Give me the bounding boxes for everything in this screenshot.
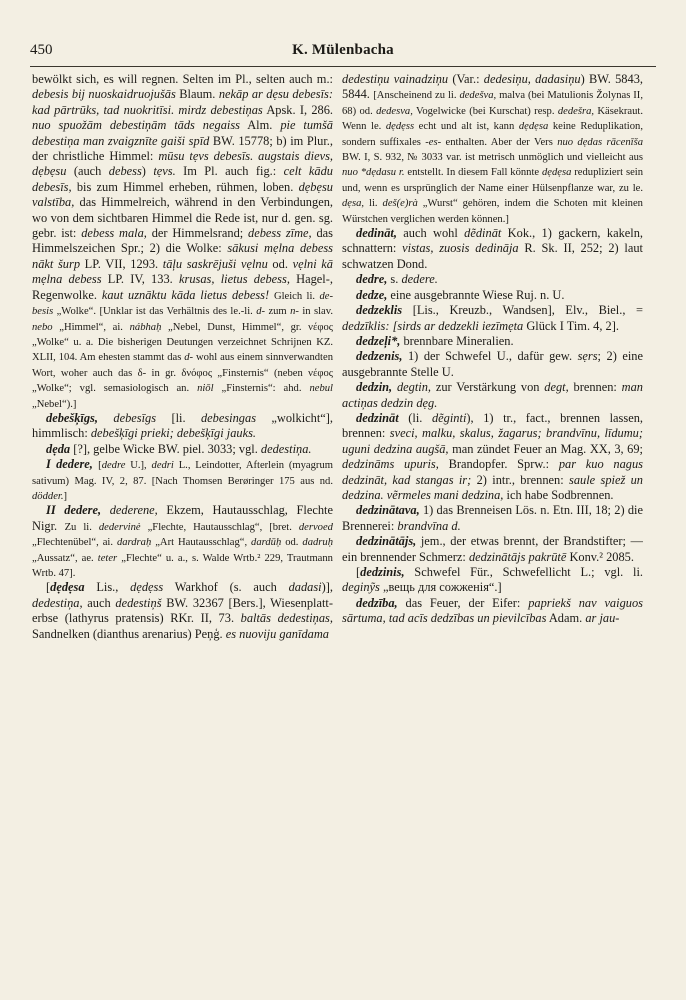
dictionary-entry: [dedzinis, Schwefel Für., Schwefellicht L.; vgl. li. deginỹs „вещь для сожженія“.]: [342, 565, 643, 595]
dictionary-entry: debešķīgs, debesīgs [li. debesingas „wolkicht“], himmlisch: debešķīgi prieki; debešķīgi jauks.: [32, 410, 333, 441]
dictionary-entry: dedzinātava, 1) das Brenneisen Lös. n. Etn. III, 18; 2) die Brennerei: brandvīna d.: [342, 503, 643, 533]
left-column: [32, 72, 333, 984]
dictionary-entry: I dedere, [dedre U.], dedri L., Leindotter, Afterlein (myagrum sativum) Mag. IV, 2, 87. [Nach Thomsen Berøringer 175 aus nd. dödder.]: [32, 457, 333, 502]
page-number: 450: [30, 42, 53, 58]
dictionary-entry: dedzeļi*, brennbare Mineralien.: [356, 333, 514, 348]
dictionary-entry: dedre, s. dedere.: [356, 272, 438, 287]
dictionary-entry: dedze, eine ausgebrannte Wiese Ruj. n. U.: [356, 287, 565, 302]
dictionary-entry: dedzinātājs, jem., der etwas brennt, der Brandstifter; — ein brennender Schmerz: dedzinātājs pakrūtē Konv.² 2085.: [342, 534, 643, 564]
dictionary-entry: [dẹdẹsa Lis., dẹdẹss Warkhof (s. auch dadasi)], dedestiņa, auch dedestiņš BW. 32367 [Bers.], Wiesenplatterbse (lathyrus pratensis) RKr. II, 73. baltās dedestiņas, Sandnelken (dianthus arenarius) Peņģ. es nuoviju ganīdama: [32, 580, 333, 641]
dictionary-entry: dẹda [?], gelbe Wicke BW. piel. 3033; vgl. dedestiņa.: [46, 441, 312, 456]
entry-continuation: dedestiņu vainadziņu (Var.: dedesiņu, dadasiņu) BW. 5843, 5844. [Anscheinend zu li. dedešva, malva (bei Matulionis Žolynas II, 68) od. dedesva, Vogelwicke (bei Kurschat) resp. dedešra, Käsekraut. Wenn le. dẹdẹss echt und alt ist, kann dẹdẹsa keine Reduplikation, sondern suffixales -es- enthalten. Aber der Vers nuo dẹdas rācenīša BW. I, S. 932, № 3033 var. ist metrisch unmöglich und vielleicht aus nuo *dẹdasu r. entstellt. In diesem Fall könnte dẹdẹsa redupliziert sein und, wenn es ursprünglich der Name einer Hülsenpflanze war, zu le. dẹsa, li. deš(e)rà „Wurst“ gehören, indem die Schoten mit kleinen Würstchen verglichen werden können.]: [342, 72, 643, 225]
entry-continuation: bewölkt sich, es will regnen. Selten im Pl., selten auch m.: debesis bij nuoskaidruojušās Blaum. nekāp ar dẹsu debesīs: kad pārtrūks, tad nuokritīsi. mirdz debestiņas Apsk. I, 286. nuo spuožām debestiņām tāds negaiss Alm. pie tumšā debestiņa man zvaigznīte gaiši spīd BW. 15778; b) im Plur., der christliche Himmel: mūsu tẹvs debesīs. augstais dievs, dẹbẹsu (auch debess) tẹvs. Im Pl. auch fig.: celt kādu debesīs, bis zum Himmel erheben, rühmen, loben. dẹbẹsu valstība, das Himmelreich, während in den Verbindungen, wo von dem sichtbaren Himmel die Rede ist, nur d. gen. sg. gebr. ist: debess mala, der Himmelsrand; debess zīme, das Himmelszeichen Spr.; 2) die Wolke: sākusi mẹlna debess nākt šurp LP. VII, 1293. tāļu saskrējuši vẹlnu od. vẹlni kā mẹlna debess LP. IV, 133. krusas, lietus debess, Hagel-, Regenwolke. kaut uznāktu kāda lietus debess! Gleich li. debesis „Wolke“. [Unklar ist das Verhältnis des le.-li. d- zum n- in slav. nebo „Himmel“, ai. nábhaḥ „Nebel, Dunst, Himmel“, gr. νέφος „Wolke“ u. a. Die bisherigen Deutungen verzeichnet Schrijnen KZ. XLII, 104. Am ehesten stammt das d- wohl aus einem sinnverwandten Wort, woher auch das δ- in gr. δνόφος „Finsternis“ (neben νέφος „Wolke“; vgl. semasiologisch an. niōl „Finsternis“: ahd. nebul „Nebel“).]: [32, 72, 333, 410]
header-rule: [30, 66, 656, 67]
dictionary-entry: dedināt, auch wohl dẽdināt Kok., 1) gackern, kakeln, schnattern: vistas, zuosis dedināja R. Sk. II, 252; 2) laut schwatzen Dond.: [342, 226, 643, 271]
dictionary-entry: dedzināt (li. dẽginti), 1) tr., fact., brennen lassen, brennen: sveci, malku, skalus, žagarus; brandvīnu, līdumu; uguni dedzina augšā, man zündet Feuer an Mag. XX, 3, 69; dedzināms upuris, Brandopfer. Sprw.: par kuo nagus dedzināt, kad stangas ir; 2) intr., brennen: saule spiež un dedzina. vẽrmeles mani dedzina, ich habe Sodbrennen.: [342, 410, 643, 502]
dictionary-entry: dedzeklis [Lis., Kreuzb., Wandsen], Elv., Biel., = dedzīklis: [sirds ar dedzekli iezīmẹta Glück I Tim. 4, 2].: [342, 303, 643, 333]
dictionary-entry: dedzin, degtin, zur Verstärkung von degt, brennen: man actiņas dedzin dẹg.: [342, 380, 643, 410]
running-head: [30, 42, 656, 64]
right-column: [342, 72, 643, 984]
dictionary-entry: dedzenis, 1) der Schwefel U., dafür gew. sẹrs; 2) eine ausgebrannte Stelle U.: [342, 349, 643, 379]
running-title: K. Mülenbacha: [292, 42, 394, 58]
dictionary-entry: dedzība, das Feuer, der Eifer: papriekš nav vaiguos sārtuma, tad acīs dedzības un pievilcības Adam. ar jau-: [342, 595, 643, 626]
dictionary-entry: II dedere, dederene, Ekzem, Hautausschlag, Flechte Nigr. Zu li. dedervinė „Flechte, Hautausschlag“, [bret. dervoed „Flechtenübel“, ai. dardraḥ „Art Hautausschlag“, dardūḥ od. dadruḥ „Aussatz“, ae. teter „Flechte“ u. a., s. Walde Wrtb.² 229, Trautmann Wrtb. 47].: [32, 503, 333, 579]
